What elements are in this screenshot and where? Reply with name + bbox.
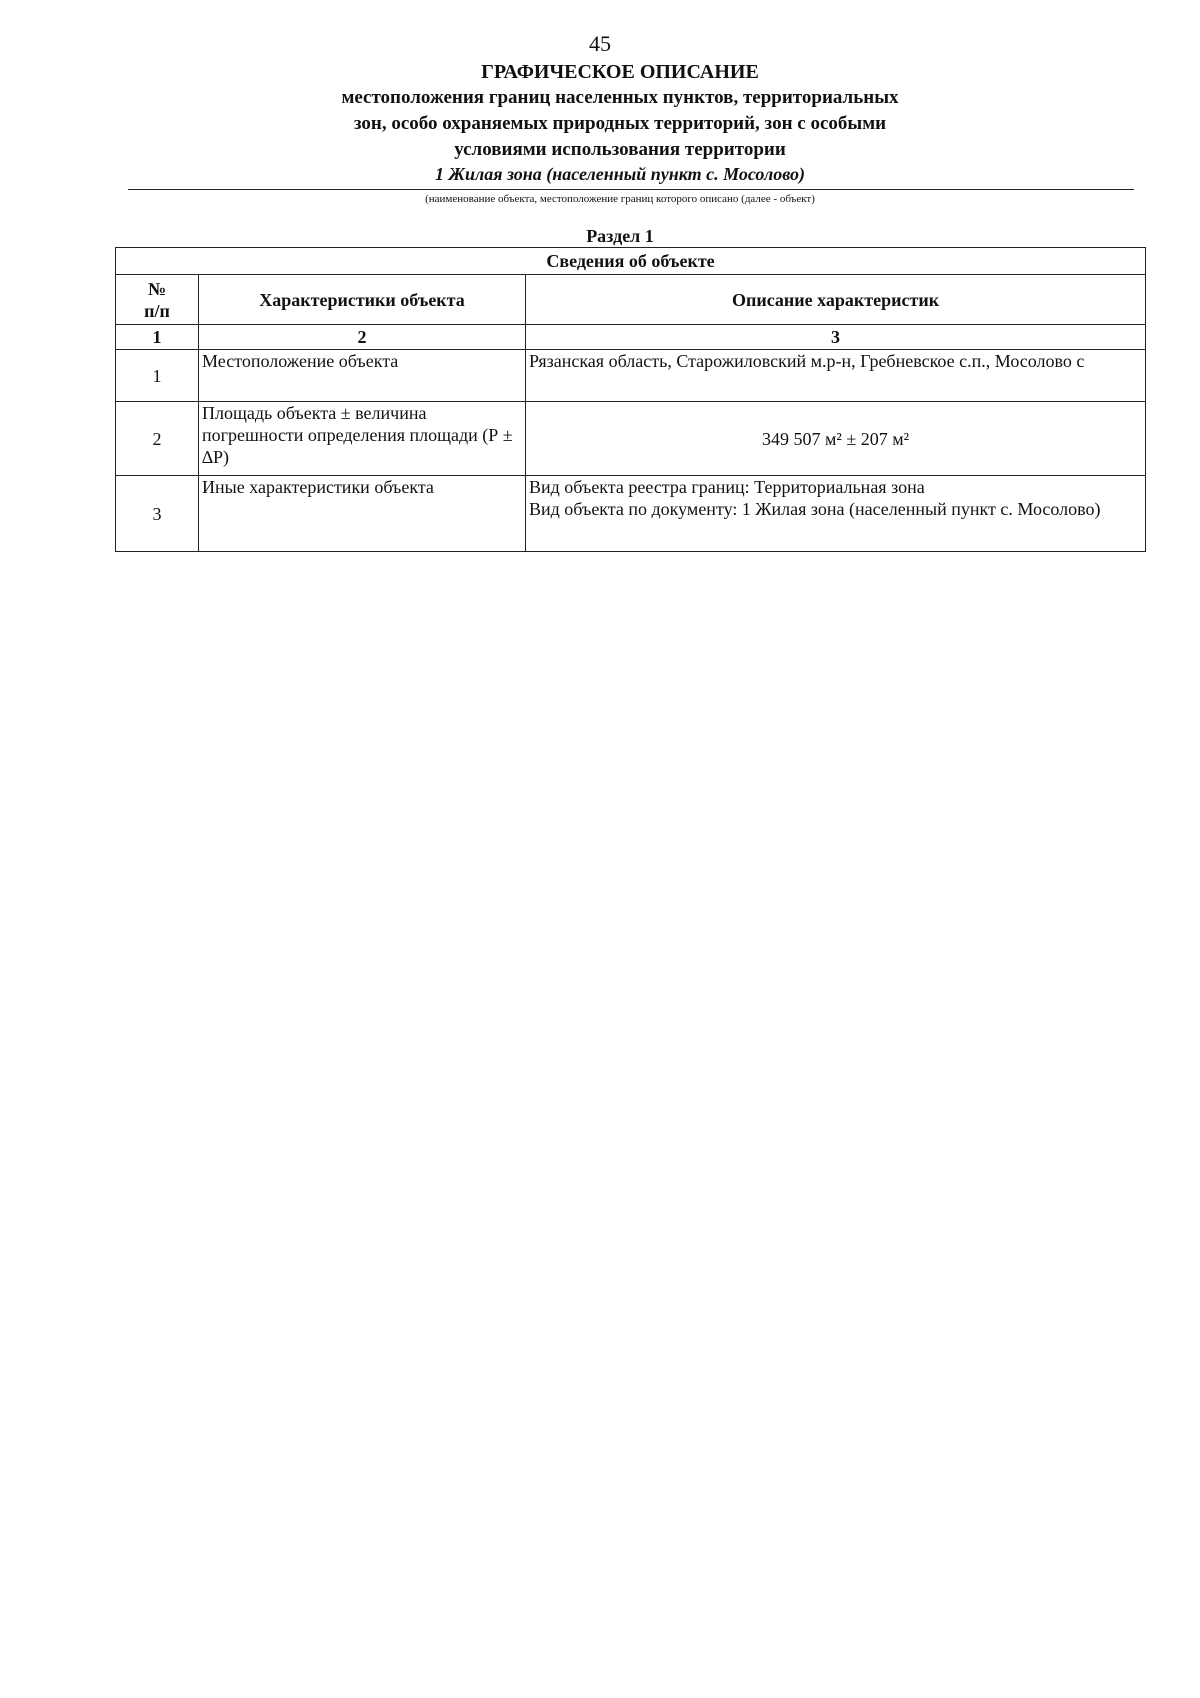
column-number-3: 3	[526, 325, 1146, 350]
row-description	[526, 402, 1146, 476]
document-subtitle-line-1: местоположения границ населенных пунктов, территориальных	[341, 87, 899, 108]
column-header-description: Описание характеристик	[526, 275, 1146, 325]
row-index: 3	[116, 476, 199, 552]
column-header-characteristic: Характеристики объекта	[199, 275, 526, 325]
table-caption: Сведения об объекте	[116, 248, 1146, 275]
row-characteristic: Площадь объекта ± величина погрешности определения площади (Р ± ∆Р)	[199, 402, 526, 476]
column-header-number-text: № п/п	[144, 278, 170, 321]
page-number: 45	[589, 31, 611, 56]
object-caption: (наименование объекта, местоположение границ которого описано (далее - объект)	[425, 193, 815, 205]
object-info-table	[115, 247, 1146, 552]
row-characteristic: Местоположение объекта	[199, 350, 526, 402]
column-number-1: 1	[116, 325, 199, 350]
document-title: ГРАФИЧЕСКОЕ ОПИСАНИЕ	[481, 61, 759, 83]
column-header-number	[116, 275, 199, 325]
row-characteristic: Иные характеристики объекта	[199, 476, 526, 552]
section-title: Раздел 1	[586, 226, 654, 246]
object-name-underline	[128, 189, 1134, 190]
row-description-line: Рязанская область, Старожиловский м.р-н, Гребневское с.п., Мосолово с	[529, 351, 1085, 371]
row-description-line: 349 507 м² ± 207 м²	[762, 428, 909, 449]
document-header	[120, 59, 1120, 163]
row-index: 1	[116, 350, 199, 402]
table-row	[116, 476, 1146, 552]
table-row	[116, 402, 1146, 476]
object-name: 1 Жилая зона (населенный пункт с. Мосолово)	[434, 164, 806, 184]
document-subtitle-line-2: зон, особо охраняемых природных территорий, зон с особыми	[353, 113, 887, 134]
row-description-line: Вид объекта реестра границ: Территориальная зона	[529, 477, 925, 497]
table-row	[116, 350, 1146, 402]
column-number-2: 2	[199, 325, 526, 350]
row-index: 2	[116, 402, 199, 476]
row-description-line: Вид объекта по документу: 1 Жилая зона (населенный пункт с. Мосолово)	[529, 499, 1101, 519]
row-description	[526, 476, 1146, 552]
row-description	[526, 350, 1146, 402]
document-subtitle-line-3: условиями использования территории	[454, 139, 786, 160]
